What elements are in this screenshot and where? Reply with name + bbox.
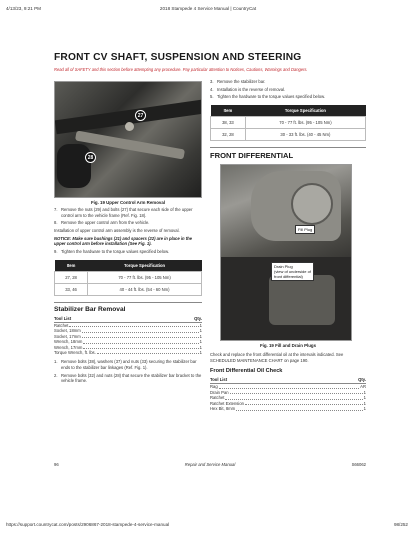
differential-photo: [220, 164, 352, 341]
tool-name: Hex Bit, 8mm: [210, 406, 236, 412]
upper-control-arm-photo: [54, 81, 202, 198]
leader-dots: [219, 388, 359, 389]
cell-item: 38, 33: [211, 117, 246, 129]
step-text: Tighten the hardware to the torque values specified below.: [217, 94, 326, 100]
step-number: 4.: [210, 86, 214, 92]
leader-dots: [83, 343, 198, 344]
tool-qty: 1: [363, 395, 366, 401]
oil-check-heading: Front Differential Oil Check: [210, 368, 283, 375]
step-number: 2.: [54, 372, 58, 378]
step-number: 8.: [54, 220, 58, 226]
table-header-row: [55, 260, 202, 272]
tool-qty: 1: [199, 328, 202, 334]
cell-torque: 70 - 77 ft. lbs. (95 - 105 Nm): [245, 117, 365, 129]
tool-name: Socket, 18mm: [54, 328, 81, 334]
leader-dots: [69, 326, 198, 327]
torque-table-upper-arm: [54, 260, 202, 296]
leader-dots: [225, 399, 362, 400]
leader-dots: [230, 393, 363, 394]
tool-name: Socket, 17mm: [54, 333, 81, 339]
cell-torque: 30 - 33 ft. lbs. (40 - 45 Nm): [245, 129, 365, 141]
callout-27: 27: [135, 110, 146, 121]
tool-list-header: [54, 316, 202, 323]
cell-item: 33, 46: [55, 283, 88, 295]
cell-item: 32, 28: [211, 129, 246, 141]
page-number: 96: [54, 462, 59, 467]
page-footer: [54, 462, 366, 470]
step-number: 1.: [54, 359, 58, 365]
gear-housing-shape: [291, 183, 333, 225]
tool-qty: 1: [199, 322, 202, 328]
tool-qty: 1: [199, 339, 202, 345]
page-title: FRONT CV SHAFT, SUSPENSION AND STEERING: [54, 52, 302, 63]
cell-torque: 70 - 77 ft. lbs. (95 - 105 Nm): [88, 271, 202, 283]
doc-code: S66062: [351, 462, 366, 467]
step-9: [54, 249, 202, 255]
leader-dots: [245, 404, 363, 405]
tool-list-label: Tool List: [54, 315, 72, 321]
header-item: Item: [211, 105, 246, 117]
drain-plug-label-line3: front differential): [274, 274, 303, 280]
footer-manual-name: Repair and Service Manual: [184, 462, 236, 467]
stabilizer-step-5: [210, 94, 366, 100]
print-datetime: 4/13/23, 9:21 PM: [6, 6, 41, 11]
step-text: Installation is the reverse of removal.: [217, 86, 286, 92]
header-item: Item: [55, 260, 88, 272]
qty-label: Qty.: [194, 315, 202, 321]
step-text: Tighten the hardware to the torque values specified below.: [61, 249, 170, 255]
header-torque: Torque Specification: [88, 260, 202, 272]
print-header: [0, 6, 416, 16]
tool-list-header: [210, 377, 366, 384]
stabilizer-step-4: [210, 87, 366, 93]
step-number: 7.: [54, 207, 58, 212]
print-url[interactable]: https://support.countrycat.com/posts/2906867-2018-stampede-4-service-manual: [6, 522, 170, 527]
step-text: Remove bolts (38), washers (37) and nuts (33) securing the stabilizer bar ends to the stabilizer bar linkages (Ref. Fig. 1).: [61, 359, 197, 371]
tool-name: Rag: [210, 384, 218, 390]
cell-torque: 40 - 44 ft. lbs. (54 - 60 Nm): [88, 283, 202, 295]
right-column: [210, 77, 366, 412]
leader-dots: [97, 353, 199, 354]
tool-list-label: Tool List: [210, 377, 228, 383]
cell-item: 27, 28: [55, 271, 88, 283]
differential-paragraph: Check and replace the front differential oil at the intervals indicated. See SCHEDULED MAINTENANCE CHART on page 190.: [210, 352, 344, 363]
tool-name: Wrench, 18mm: [54, 339, 83, 345]
callout-28: 28: [85, 152, 96, 163]
stabilizer-heading: Stabilizer Bar Removal: [54, 302, 202, 313]
leader-dots: [83, 348, 198, 349]
list-item: [210, 406, 366, 411]
step-text: Remove bolts (32) and nuts (28) that secure the stabilizer bar bracket to the vehicle frame.: [61, 372, 202, 384]
step-number: 3.: [210, 79, 214, 84]
tool-qty: 1: [363, 406, 366, 412]
bolt-shape: [125, 122, 134, 131]
step-7: [54, 207, 202, 218]
step-number: 9.: [54, 249, 58, 255]
notice-bushings: NOTICE: Make sure bushings (21) and spacers (22) are in place in the upper control arm before installation (See Fig. 1).: [54, 235, 192, 247]
tool-qty: 1: [199, 344, 202, 350]
table-row: [211, 129, 366, 141]
table-row: [211, 117, 366, 129]
leader-dots: [82, 332, 199, 333]
print-footer: [0, 522, 416, 532]
leader-dots: [82, 337, 199, 338]
stabilizer-step-1: [54, 359, 202, 370]
print-doc-title: 2018 Stampede 4 Service Manual | CountryCat: [159, 6, 257, 11]
tool-name: Torque Wrench, ft. lbs.: [54, 349, 96, 355]
tool-name: Wrench, 17mm: [54, 344, 83, 350]
safety-warning: Read all of SAFETY and this section before attempting any procedure. Pay particular attention to Notices, Cautions, Warnings and Dangers.: [54, 67, 308, 72]
tool-name: Ratchet: [54, 322, 69, 328]
drain-plug-label-line1: Drain Plug: [274, 264, 293, 270]
print-page-count: 98/252: [393, 522, 408, 527]
tool-qty: AR: [360, 384, 366, 390]
hand-shape: [57, 144, 91, 188]
skid-plate-shape: [269, 275, 335, 325]
table-row: [55, 283, 202, 295]
tool-qty: 1: [199, 349, 202, 355]
tool-name: Ratchet Extension: [210, 400, 244, 406]
step-8: [54, 220, 202, 226]
step-text: Remove the nuts (29) and bolts (27) that secure each side of the upper control arm to the vehicle frame (Ref. Fig. 18).: [61, 207, 193, 218]
drain-plug-label: [271, 262, 314, 281]
torque-table-stabilizer: [210, 105, 366, 141]
table-header-row: [211, 105, 366, 117]
tool-name: Ratchet: [210, 395, 225, 401]
tool-name: Drain Pan: [210, 389, 229, 395]
figure-caption-upper-control-arm: Fig. 19 Upper Control Arm Removal: [90, 200, 165, 205]
left-column: [54, 81, 202, 384]
drain-plug-label-line2: (view of underside of: [274, 269, 311, 275]
qty-label: Qty.: [358, 377, 366, 383]
fill-plug-label: Fill Plug: [295, 225, 315, 234]
leader-dots: [236, 410, 363, 411]
step-text: Remove the stabilizer bar.: [217, 79, 266, 84]
stabilizer-step-2: [54, 373, 202, 384]
installation-paragraph: Installation of upper control arm assembly is the reverse of removal.: [54, 228, 180, 234]
front-differential-heading: FRONT DIFFERENTIAL: [210, 147, 366, 160]
figure-caption-fill-drain: Fig. 19 Fill and Drain Plugs: [259, 343, 317, 349]
stabilizer-step-3: [210, 79, 366, 85]
manual-page: [54, 46, 366, 476]
list-item: [54, 350, 202, 355]
tool-qty: 1: [363, 400, 366, 406]
header-torque: Torque Specification: [245, 105, 365, 117]
tool-qty: 1: [199, 333, 202, 339]
step-number: 5.: [210, 94, 214, 100]
step-text: Remove the upper control arm from the vehicle.: [61, 220, 150, 226]
table-row: [55, 271, 202, 283]
tool-qty: 1: [363, 389, 366, 395]
